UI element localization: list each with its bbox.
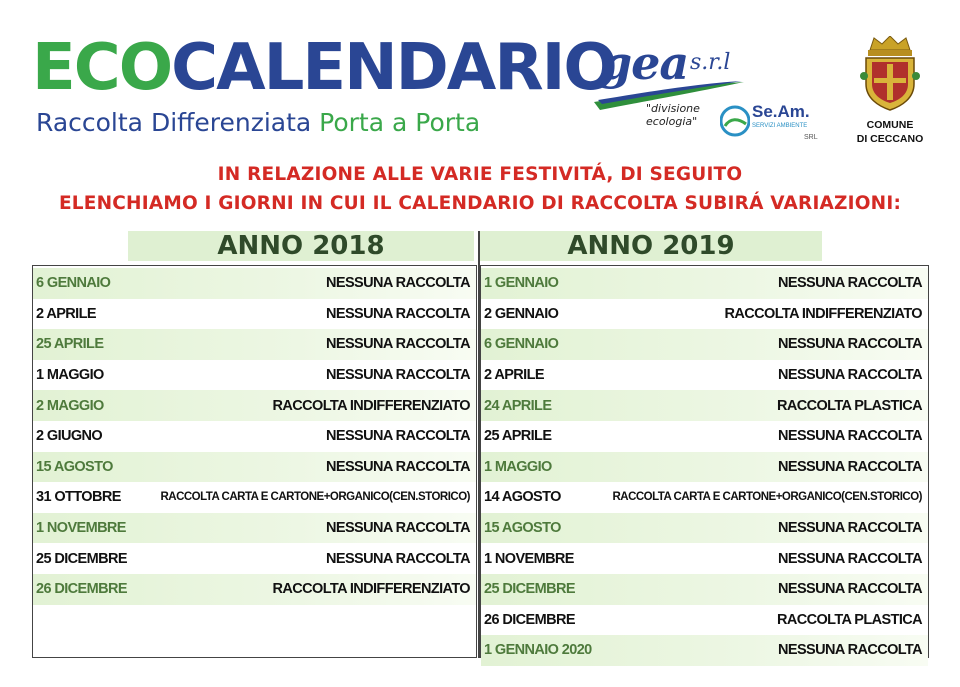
notice-line-1: IN RELAZIONE ALLE VARIE FESTIVITÁ, DI SEGUITO	[217, 164, 743, 185]
table-row	[481, 268, 928, 299]
row-value: NESSUNA RACCOLTA	[778, 275, 922, 292]
table-row	[481, 543, 928, 574]
table-2019	[481, 268, 928, 666]
row-value: RACCOLTA INDIFFERENZIATO	[724, 305, 922, 322]
row-value: NESSUNA RACCOLTA	[326, 367, 470, 384]
table-row	[481, 482, 928, 513]
table-row	[33, 268, 476, 299]
page-title	[32, 31, 616, 105]
row-value: NESSUNA RACCOLTA	[778, 458, 922, 475]
seam-logo-sub: SERVIZI AMBIENTE	[752, 123, 808, 129]
table-row	[481, 574, 928, 605]
row-date: 1 GENNAIO 2020	[484, 642, 592, 659]
row-value: NESSUNA RACCOLTA	[778, 581, 922, 598]
row-value: NESSUNA RACCOLTA	[778, 367, 922, 384]
row-date: 1 MAGGIO	[36, 367, 104, 384]
row-date: 25 APRILE	[484, 428, 552, 445]
table-row	[481, 390, 928, 421]
row-date: 2 GIUGNO	[36, 428, 103, 445]
row-value: NESSUNA RACCOLTA	[326, 336, 470, 353]
row-value: RACCOLTA INDIFFERENZIATO	[272, 397, 470, 414]
table-row	[33, 421, 476, 452]
row-value: RACCOLTA PLASTICA	[777, 611, 922, 628]
row-date: 25 DICEMBRE	[36, 550, 127, 567]
page-subtitle	[36, 110, 480, 135]
row-value: RACCOLTA CARTA E CARTONE+ORGANICO(CEN.STORICO)	[160, 491, 470, 504]
row-value: NESSUNA RACCOLTA	[326, 428, 470, 445]
table-row	[481, 299, 928, 330]
row-date: 25 DICEMBRE	[484, 581, 575, 598]
row-date: 6 GENNAIO	[36, 275, 111, 292]
year-header-2018: ANNO 2018	[128, 231, 474, 261]
table-row	[33, 543, 476, 574]
notice-line-2: ELENCHIAMO I GIORNI IN CUI IL CALENDARIO DI RACCOLTA SUBIRÁ VARIAZIONI:	[58, 193, 902, 214]
row-value: RACCOLTA PLASTICA	[777, 397, 922, 414]
row-date: 25 APRILE	[36, 336, 104, 353]
comune-crest	[848, 36, 932, 145]
row-value: NESSUNA RACCOLTA	[326, 520, 470, 537]
gea-logo-division: "divisione ecologia"	[646, 102, 700, 128]
row-date: 1 NOVEMBRE	[484, 550, 574, 567]
table-row	[481, 452, 928, 483]
table-row	[481, 360, 928, 391]
row-date: 31 OTTOBRE	[36, 489, 121, 506]
year-header-2019: ANNO 2019	[480, 231, 822, 261]
gea-logo-name: gea	[600, 36, 689, 90]
table-row	[481, 421, 928, 452]
row-value: NESSUNA RACCOLTA	[326, 550, 470, 567]
table-row	[33, 482, 476, 513]
table-row	[33, 452, 476, 483]
row-date: 1 NOVEMBRE	[36, 520, 126, 537]
table-row	[33, 574, 476, 605]
subtitle-porta: Porta a Porta	[319, 108, 481, 137]
row-value: NESSUNA RACCOLTA	[778, 428, 922, 445]
comune-label-1: COMUNE	[866, 119, 914, 131]
comune-label-2: DI CECCANO	[856, 133, 924, 145]
table-row	[481, 605, 928, 636]
seam-logo-name: Se.Am.	[752, 102, 810, 121]
row-value: NESSUNA RACCOLTA	[326, 305, 470, 322]
table-row	[33, 329, 476, 360]
row-date: 2 MAGGIO	[36, 397, 104, 414]
row-date: 26 DICEMBRE	[36, 581, 127, 598]
table-row	[481, 635, 928, 666]
row-value: NESSUNA RACCOLTA	[778, 642, 922, 659]
row-date: 2 APRILE	[484, 367, 544, 384]
table-row	[33, 513, 476, 544]
row-value: NESSUNA RACCOLTA	[778, 336, 922, 353]
row-date: 6 GENNAIO	[484, 336, 559, 353]
subtitle-raccolta: Raccolta Differenziata	[36, 108, 312, 137]
crest-icon	[858, 36, 922, 112]
table-row	[33, 360, 476, 391]
table-row	[481, 513, 928, 544]
row-value: RACCOLTA CARTA E CARTONE+ORGANICO(CEN.STORICO)	[612, 491, 922, 504]
table-row	[33, 390, 476, 421]
row-value: NESSUNA RACCOLTA	[326, 275, 470, 292]
row-date: 14 AGOSTO	[484, 489, 561, 506]
row-date: 1 MAGGIO	[484, 458, 552, 475]
seam-wave-icon	[720, 104, 750, 138]
row-value: NESSUNA RACCOLTA	[778, 520, 922, 537]
title-calendario: CALENDARIO	[171, 31, 616, 105]
row-value: NESSUNA RACCOLTA	[778, 550, 922, 567]
row-date: 2 GENNAIO	[484, 305, 559, 322]
table-2018	[33, 268, 476, 605]
row-date: 15 AGOSTO	[36, 458, 113, 475]
row-value: NESSUNA RACCOLTA	[326, 458, 470, 475]
seam-logo-srl: SRL	[804, 134, 818, 141]
row-value: RACCOLTA INDIFFERENZIATO	[272, 581, 470, 598]
seam-logo	[720, 102, 830, 144]
row-date: 1 GENNAIO	[484, 275, 559, 292]
table-row	[481, 329, 928, 360]
title-eco: ECO	[32, 31, 172, 105]
row-date: 2 APRILE	[36, 305, 96, 322]
column-divider	[478, 231, 480, 658]
table-row	[33, 299, 476, 330]
gea-logo-srl: s.r.l	[690, 50, 731, 75]
row-date: 26 DICEMBRE	[484, 611, 575, 628]
row-date: 24 APRILE	[484, 397, 552, 414]
row-date: 15 AGOSTO	[484, 520, 561, 537]
